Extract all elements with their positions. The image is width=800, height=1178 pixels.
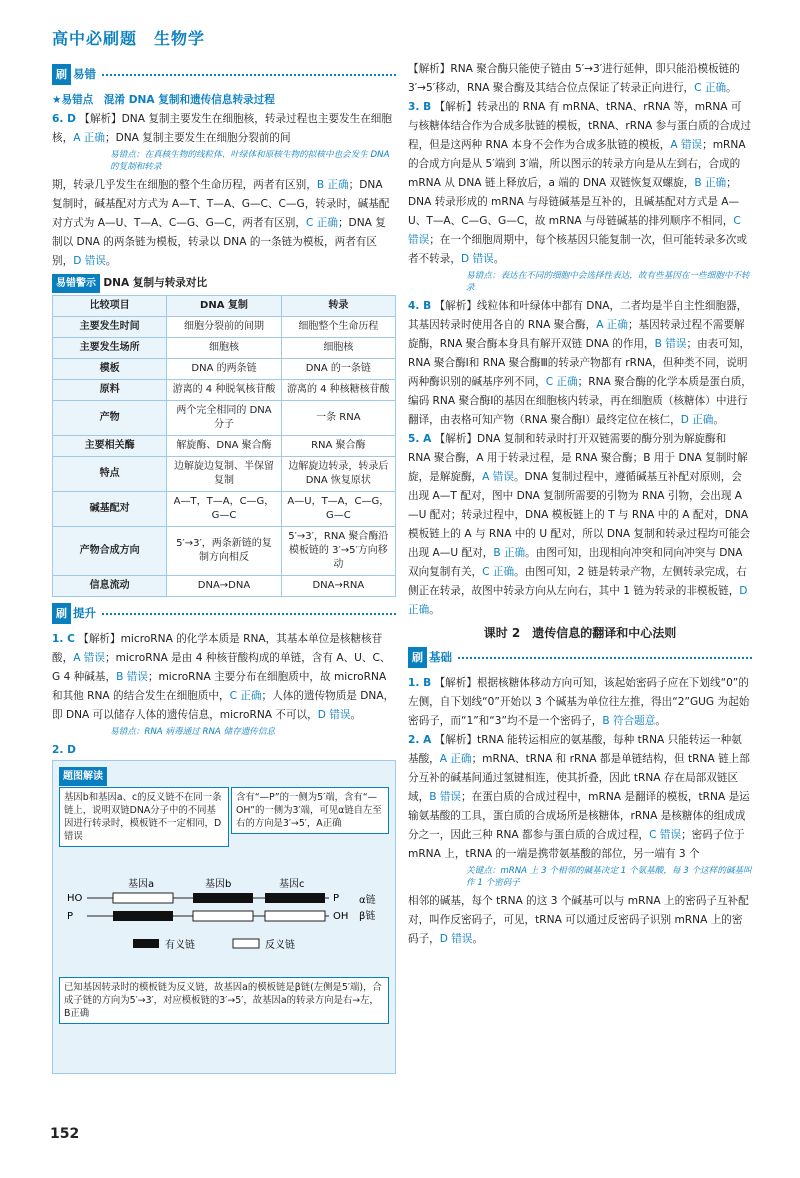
table-row (53, 380, 396, 401)
note-1: 易错点：RNA 病毒通过 RNA 储存遗传信息 (110, 727, 276, 737)
answer-6-cont: 期，转录几乎发生在细胞的整个生命历程，两者有区别，B 正确；DNA 复制时，碱基配对方式为 A—T、T—A、G—C、C—G，转录时，碱基配对方式为 A—U、T—A、C—G、G—C，两者有区别，C 正确；DNA 复制以 DNA 的两条链为模板，转录以 DNA 的一条链为模板，两者有区别，D 错误。 (52, 179, 390, 267)
table-cell: 游离的 4 种脱氧核苷酸 (167, 380, 281, 401)
table-cell: 产物 (53, 401, 167, 436)
table-cell: 细胞核 (281, 338, 395, 359)
answer-4: 4. B 【解析】线粒体和叶绿体中都有 DNA，二者均是半自主性细胞器，其基因转录时使用各自的 RNA 聚合酶，A 正确；基因转录过程不需要解旋酶，RNA 聚合酶本身具有解开双链 DNA 的作用，B 错误；由表可知，RNA 聚合酶Ⅰ和 RNA 聚合酶Ⅲ的转录产物都有 rRNA，但种类不同，说明两种酶识别的碱基序列不同，C 正确；RNA 聚合酶的化学本质是蛋白质，编码 RNA 聚合酶Ⅰ的基因在细胞核内转录，再在细胞质（核糖体）中进行翻译，由表格可知产物（RNA 聚合酶Ⅰ）最终定位在核仁，D 正确。 (408, 300, 752, 426)
table-cell: 碱基配对 (53, 492, 167, 527)
table-row (53, 436, 396, 457)
table-cell: 细胞分裂前的间期 (167, 317, 281, 338)
basic-answer-2: 2. A 【解析】tRNA 能转运相应的氨基酸，每种 tRNA 只能转运一种氨基酸，A 正确；mRNA、tRNA 和 rRNA 都是单链结构，但 tRNA 链上部分互补的碱基间通过氢键相连，使其折叠，因此 tRNA 存在局部双链区域，B 错误；在蛋白质的合成过程中，mRNA 是翻译的模板，tRNA 是运输氨基酸的工具，蛋白质的合成场所是核糖体，rRNA 是核糖体的组成成分之一，因此三种 RNA 都参与蛋白质的合成过程，C 错误；密码子位于 mRNA 上，tRNA 的一端是携带氨基酸的部位，另一端有 3 个 (408, 734, 750, 860)
chapter-title: 课时 2 遗传信息的翻译和中心法则 (483, 626, 677, 640)
table-cell: 5′→3′，RNA 聚合酶沿模板链的 3′→5′方向移动 (281, 527, 395, 576)
table-cell: 转录 (281, 296, 395, 317)
table-cell: 产物合成方向 (53, 527, 167, 576)
diagram-label: 题图解读 (59, 767, 107, 786)
table-row (53, 296, 396, 317)
table-cell: 主要发生时间 (53, 317, 167, 338)
table-cell: 细胞核 (167, 338, 281, 359)
gene-b-sense (193, 911, 253, 921)
diagram-panel (52, 760, 396, 1074)
table-row (53, 457, 396, 492)
table-caption: 易错警示 DNA 复制与转录对比 (52, 274, 396, 293)
beta-label: β链 (359, 911, 376, 922)
table-row (53, 527, 396, 576)
gene-c-antisense (265, 893, 325, 903)
left-column (52, 60, 396, 1074)
table-cell: 解旋酶、DNA 聚合酶 (167, 436, 281, 457)
answer-5: 5. A 【解析】DNA 复制和转录时打开双链需要的酶分别为解旋酶和 RNA 聚合酶，A 用于转录过程，是 RNA 聚合酶；B 用于 DNA 复制时解旋，是解旋酶，A 错误。DNA 复制过程中，遵循碱基互补配对原则，会出现 A—T 配对，图中 DNA 复制所需要的引物为 RNA 引物，会出现 A—U 配对；转录过程中，DNA 模板链上的 T 与 RNA 中的 A 配对，DNA 模板链上的 A 与 RNA 中的 U 配对，所以 DNA 复制和转录过程均可能会出现 A—U 配对，B 正确。由图可知，出现相向冲突和同向冲突与 DNA 双向复制有关，C 正确。由图可知，2 链是转录产物，左侧转录完成，右侧正在转录，故图中转录方向从左向右，其中 1 链为转录的非模板链，D 正确。 (408, 433, 751, 616)
table-cell: 主要相关酶 (53, 436, 167, 457)
gene-b-label: 基因b (205, 879, 232, 890)
answer-1: 1. C 【解析】microRNA 的化学本质是 RNA，其基本单位是核糖核苷酸，A 错误；microRNA 是由 4 种核苷酸构成的单链，含有 A、U、C、G 4 种碱基，B 错误；microRNA 主要分布在细胞质中，故 microRNA 和其他 RNA 的结合发生在细胞质中，C 正确；人体的遗传物质是 DNA，即 DNA 可以储存人体的遗传信息，microRNA 不可以，D 错误。 (52, 633, 395, 721)
gene-a-sense (113, 893, 173, 903)
note-b2: 关键点：mRNA 上 3 个相邻的碱基决定 1 个氨基酸，每 3 个这样的碱基叫作 1 个密码子 (466, 866, 752, 888)
oh-label: OH (333, 911, 349, 922)
table-cell: 原料 (53, 380, 167, 401)
table-cell: RNA 聚合酶 (281, 436, 395, 457)
section-tisheng: 刷 提升 (52, 603, 396, 624)
ho-label: HO (67, 893, 83, 904)
legend-antisense-swatch (233, 939, 259, 948)
table-cell: 模板 (53, 359, 167, 380)
section-jichu: 刷 基础 (408, 647, 752, 668)
error-point: ★易错点 混淆 DNA 复制和遗传信息转录过程 (52, 94, 275, 106)
gene-c-label: 基因c (279, 879, 305, 890)
table-cell: A—T，T—A，C—G，G—C (167, 492, 281, 527)
gene-a-antisense (113, 911, 173, 921)
note-6: 易错点：在真核生物的线粒体、叶绿体和原核生物的拟核中也会发生 DNA 的复制和转录 (110, 150, 390, 172)
table-cell: DNA 的一条链 (281, 359, 395, 380)
right-column (408, 60, 752, 949)
table-cell: DNA 的两条链 (167, 359, 281, 380)
legend-sense: 有义链 (165, 940, 195, 951)
table-cell: DNA→RNA (281, 576, 395, 597)
table-cell: 信息流动 (53, 576, 167, 597)
comparison-table (52, 295, 396, 597)
gene-a-label: 基因a (128, 879, 155, 890)
table-row (53, 576, 396, 597)
table-cell: 两个完全相同的 DNA 分子 (167, 401, 281, 436)
basic-answer-1: 1. B 【解析】根据核糖体移动方向可知，该起始密码子应在下划线“0”的左侧，自下划线“0”开始以 3 个碱基为单位往左推，得出“2”GUG 为起始密码子，而“1”和“3”均不是一个密码子，B 符合题意。 (408, 677, 750, 727)
p-label-left: P (67, 911, 74, 922)
answer-6: 6. D 【解析】DNA 复制主要发生在细胞核，转录过程也主要发生在细胞核，A 正确；DNA 复制主要发生在细胞分裂前的间 (52, 113, 392, 144)
table-cell: 主要发生场所 (53, 338, 167, 359)
section-yicuo: 刷 易错 (52, 64, 396, 85)
answer-2-cont: 【解析】RNA 聚合酶只能使子链由 5′→3′进行延伸，即只能沿模板链的 3′→5′移动，RNA 聚合酶及其结合位点保证了转录正向进行，C 正确。 (408, 63, 740, 94)
table-cell: 游离的 4 种核糖核苷酸 (281, 380, 395, 401)
diagram-note-bottom: 已知基因转录时的模板链为反义链，故基因a的模板链是β链(左侧是5′端)，合成子链的方向为5′→3′，对应模板链的3′→5′，故基因a的转录方向是右→左，B正确 (59, 977, 389, 1024)
legend-antisense: 反义链 (265, 940, 295, 951)
table-row (53, 338, 396, 359)
answer-3: 3. B 【解析】转录出的 RNA 有 mRNA、tRNA、rRNA 等，mRNA 可与核糖体结合作为合成多肽链的模板，tRNA、rRNA 参与蛋白质的合成过程，但是这两种 RNA 本身不会作为合成多肽链的模板，A 错误；mRNA 的合成方向是从 5′端到 3′端，所以图示的转录方向是从左到右，合成的 mRNA 从 DNA 链上释放后，a 端的 DNA 双链恢复双螺旋，B 正确；DNA 转录形成的 mRNA 与母链碱基是互补的，且碱基配对方式是 A—U、T—A、C—G、G—C，故 mRNA 与母链碱基的排列顺序不相同，C 错误；在一个细胞周期中，每个核基因只能复制一次，但可能转录多次或者不转录，D 错误。 (408, 101, 751, 265)
table-cell: 细胞整个生命历程 (281, 317, 395, 338)
table-row (53, 317, 396, 338)
table-row (53, 359, 396, 380)
diagram-note-left: 基因b和基因a、c的反义链不在同一条链上，说明双链DNA分子中的不同基因进行转录时，模板链不一定相同，D错误 (59, 787, 229, 847)
gene-b-antisense (193, 893, 253, 903)
note-3: 易错点：表达在不同的细胞中会选择性表达，故有些基因在一些细胞中不转录 (466, 271, 750, 293)
legend-sense-swatch (133, 939, 159, 948)
answer-2: 2. D (52, 744, 76, 756)
p-label-right: P (333, 893, 340, 904)
basic-answer-2-cont: 相邻的碱基，每个 tRNA 的这 3 个碱基可以与 mRNA 上的密码子互补配对，叫作反密码子，可见，tRNA 可以通过反密码子识别 mRNA 上的密码子，D 错误。 (408, 895, 749, 945)
table-cell: 特点 (53, 457, 167, 492)
table-cell: 5′→3′，两条新链的复制方向相反 (167, 527, 281, 576)
page-header: 高中必刷题 生物学 (52, 29, 206, 48)
table-cell: 边解旋边转录，转录后 DNA 恢复原状 (281, 457, 395, 492)
table-cell: A—U，T—A，C—G，G—C (281, 492, 395, 527)
dna-strands (53, 873, 397, 983)
diagram-note-right: 含有“—P”的一侧为5′端，含有“—OH”的一侧为3′端，可见α链自左至右的方向是3′→5′，A正确 (231, 787, 389, 834)
table-row (53, 401, 396, 436)
table-cell: 边解旋边复制、半保留复制 (167, 457, 281, 492)
alpha-label: α链 (359, 895, 376, 906)
table-row (53, 492, 396, 527)
table-cell: 比较项目 (53, 296, 167, 317)
table-cell: 一条 RNA (281, 401, 395, 436)
gene-c-sense (265, 911, 325, 921)
page-number: 152 (50, 1126, 80, 1142)
table-cell: DNA→DNA (167, 576, 281, 597)
table-cell: DNA 复制 (167, 296, 281, 317)
